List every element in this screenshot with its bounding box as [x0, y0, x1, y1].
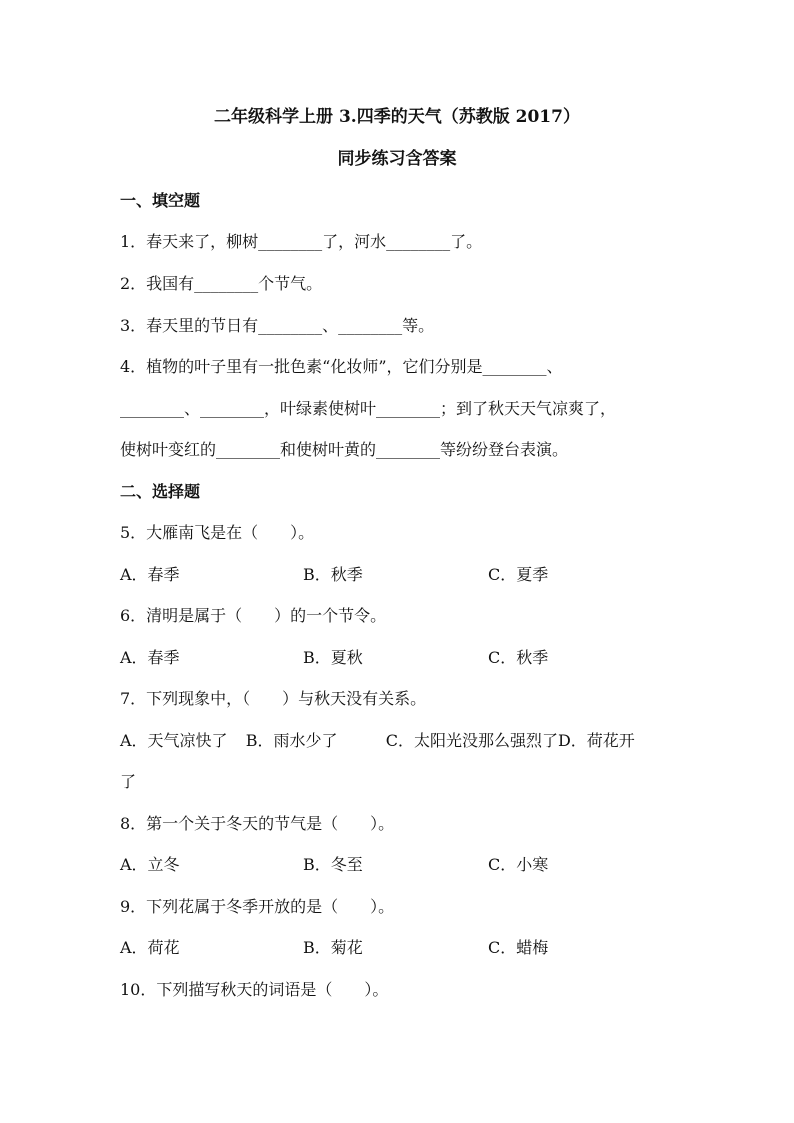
document-subtitle: 同步练习含答案	[337, 149, 457, 169]
question-5-option-a: A．春季	[120, 565, 180, 584]
question-8-option-a: A．立冬	[120, 855, 180, 874]
question-10-stem: 10．下列描写秋天的词语是（ ）。	[120, 980, 389, 999]
question-8-option-b: B．冬至	[303, 855, 363, 874]
question-7-options-line-1	[120, 731, 682, 751]
question-9-stem: 9．下列花属于冬季开放的是（ ）。	[120, 897, 395, 916]
question-6-option-c: C．秋季	[488, 648, 549, 667]
question-7-option-c-d: C．太阳光没那么强烈了D．荷花开	[385, 731, 635, 750]
question-7-options-line-2: 了	[120, 772, 137, 791]
question-2: 2．我国有________个节气。	[120, 274, 323, 293]
question-9-options	[120, 938, 682, 958]
section-heading-multiple-choice: 二、选择题	[120, 482, 201, 501]
section-heading-fill-blank: 一、填空题	[120, 191, 201, 210]
question-9-option-c: C．蜡梅	[488, 938, 549, 957]
question-6-options	[120, 648, 682, 668]
question-9-option-a: A．荷花	[120, 938, 180, 957]
question-8-options	[120, 855, 682, 875]
question-4-line-2: ________、________，叶绿素使树叶________；到了秋天天气凉爽了，	[120, 399, 617, 418]
document-title: 二年级科学上册 3.四季的天气（苏教版 2017）	[214, 107, 580, 127]
question-6-option-a: A．春季	[120, 648, 180, 667]
question-5-option-c: C．夏季	[488, 565, 549, 584]
question-7-option-a: A．天气凉快了	[120, 731, 228, 750]
question-5-stem: 5．大雁南飞是在（ ）。	[120, 523, 315, 542]
question-7-option-b: B．雨水少了	[245, 731, 338, 750]
question-4-line-1: 4．植物的叶子里有一批色素“化妆师”，它们分别是________、	[120, 357, 563, 376]
question-9-option-b: B．菊花	[303, 938, 363, 957]
question-5-options	[120, 565, 682, 585]
question-3: 3．春天里的节日有________、________等。	[120, 316, 435, 335]
question-1: 1．春天来了，柳树________了，河水________了。	[120, 232, 483, 251]
question-8-stem: 8．第一个关于冬天的节气是（ ）。	[120, 814, 395, 833]
question-5-option-b: B．秋季	[303, 565, 363, 584]
question-4-line-3: 使树叶变红的________和使树叶黄的________等纷纷登台表演。	[120, 440, 569, 459]
question-6-stem: 6．清明是属于（ ）的一个节令。	[120, 606, 387, 625]
question-6-option-b: B．夏秋	[303, 648, 363, 667]
question-7-stem: 7．下列现象中，（ ）与秋天没有关系。	[120, 689, 427, 708]
question-8-option-c: C．小寒	[488, 855, 549, 874]
